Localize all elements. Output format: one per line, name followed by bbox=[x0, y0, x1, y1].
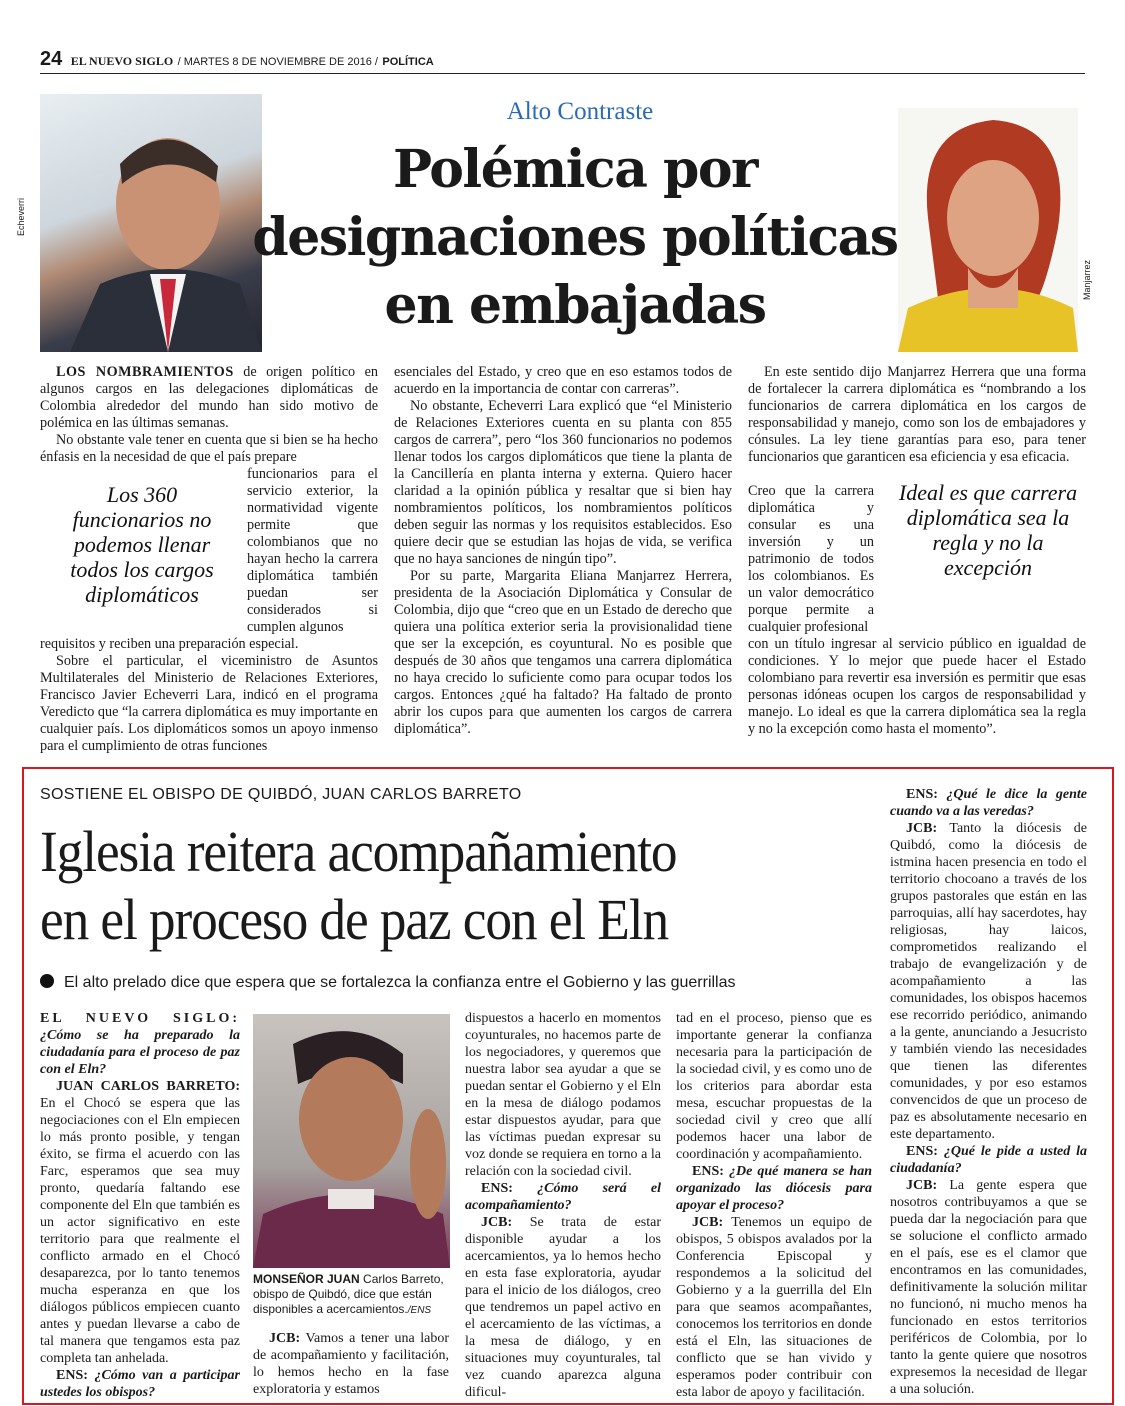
bottom-column-3: dispuestos a hacerlo en momentos coyunturales, no hacemos parte de los negociadores, y queremos que nuestra labor sea ayudar a que se puedan sentar el Gobierno y el Eln en la mesa de diálogo podamos estar dispuestos ayudar, para que las víctimas puedan expresar su voz donde se requiera en torno a la relación con la sociedad civil. ENS: ¿Cómo será el acompañamiento? JCB: Se trata de estar disponible ayudar a los acercamientos, ya lo hemos hecho en esta fase exploratoria, ayudar para el inicio de los diálogos, creo que tendremos un papel activo en el acercamiento de las víctimas, a la mesa de diálogo, y en situaciones muy coyunturales, tal vez cuando aparezca alguna dificul- bbox=[465, 1011, 661, 1400]
photo-manjarrez bbox=[898, 108, 1078, 352]
bottom-column-4: tad en el proceso, pienso que es importante generar la confianza necesaria para la participación de la sociedad civil, y es como uno de los criterios para abordar esta mesa, escuchar propuestas de la sociedad civil y creo que allí podemos hacer una labor de coordinación y acompañamiento. ENS: ¿De qué manera se han organizado las diócesis para apoyar el proceso? JCB: Tenemos un equipo de obispos, 5 obispos avalados por la Conferencia Episcopal y respondemos a la solicitud del Gobierno y a la guerrilla del Eln para que seamos acompañantes, conocemos los territorios en donde está el Eln, las situaciones de conflicto que se han vivido y esperamos poder contribuir con esta labor de apoyo y facilitación. bbox=[676, 1011, 872, 1400]
photo-credit-manjarrez: Manjarrez bbox=[1082, 259, 1092, 300]
bottom-headline: Iglesia reitera acompañamiento en el proceso de paz con el Eln bbox=[40, 819, 677, 952]
photo-bishop bbox=[253, 1014, 450, 1268]
top-kicker: Alto Contraste bbox=[506, 98, 654, 125]
bottom-column-1: EL NUEVO SIGLO: ¿Cómo se ha preparado la ciudadanía para el proceso de paz con el Eln? JUAN CARLOS BARRETO: En el Chocó se espera que las negociaciones con el Eln empiecen lo más pronto posible, y tengan éxito, se firma el acuerdo con las Farc, esperamos que sea muy pronto, quedaría faltando ese componente del Eln que también es un actor significativo en este territorio para que realmente el conflicto armado en el Chocó desaparezca, por lo tanto tenemos mucha esperanza en que los diálogos públicos empiecen cuanto antes y puedan llevarse a cabo de tal manera que tengamos esta paz completa tan anhelada. ENS: ¿Cómo van a participar ustedes los obispos? bbox=[40, 1011, 241, 1400]
top-column-3: En este sentido dijo Manjarrez Herrera que una forma de fortalecer la carrera diplomática es “nombrando a los funcionarios de carrera diplomática en los cargos de responsabilidad y manejo, como son los de embajadores y cónsules. La ley tiene garantías para eso, para tener funcionarios que garanticen esa eficiencia y esa eficacia. bbox=[748, 364, 1086, 465]
page-number: 24 bbox=[40, 48, 63, 70]
paper-name: EL NUEVO SIGLO bbox=[70, 54, 174, 68]
portrait-woman-icon bbox=[898, 108, 1078, 352]
page-section: POLÍTICA bbox=[382, 56, 434, 68]
page-header bbox=[40, 48, 1085, 74]
photo-credit-echeverri: Echeverri bbox=[16, 197, 26, 236]
bottom-column-5: ENS: ¿Qué le dice la gente cuando va a las veredas? JCB: Tanto la diócesis de Quibdó, como la diócesis de istmina hacen presencia en todo el territorio chocoano a través de los grupos pastorales que están en las parroquias, allí hay sacerdotes, hay religiosas, hay laicos, comprometidos realizando el trabajo de evangelización y de acompañamiento a las comunidades, los obispos hacemos ese recorrido periódico, animando a la gente, anunciando a Jesucristo y también viendo las necesidades que tienen las diferentes comunidades, y por eso estamos convencidos de que un proceso de paz es absolutamente necesario en este departamento. ENS: ¿Qué le pide a usted la ciudadanía? JCB: La gente espera que nosotros contribuyamos a que se pueda dar la negociación para que se solucione el conflicto armado en el país, ese es el clamor que encontramos en las comunidades, definitivamente la solución militar no funcionó, ni mucho menos ha funcionado en estos territorios periféricos de Colombia, por lo tanto la gente quiere que nosotros expresemos la necesidad de llegar a una solución. bbox=[890, 787, 1088, 1397]
bottom-kicker: SOSTIENE EL OBISPO DE QUIBDÓ, JUAN CARLOS BARRETO bbox=[40, 786, 522, 803]
pull-quote-right: Ideal es que carrera diplomática sea la regla y no la excepción bbox=[898, 480, 1078, 580]
portrait-man-icon bbox=[40, 94, 262, 352]
top-column-2: esenciales del Estado, y creo que en eso estamos todos de acuerdo en la importancia de contar con carreras”. No obstante, Echeverri Lara explicó que “el Ministerio de Relaciones Exteriores cuenta en su planta con 855 cargos de carrera”, pero “los 360 funcionarios no podemos llenar todos los cargos diplomáticos que tiene la planta de la Cancillería en planta interna y externa. Quiero hacer claridad a la opinión pública y resaltar que si bien hay nombramientos políticos, los nombramientos políticos deben seguir las normas y los requisitos establecidos. Eso quiere decir que se estudian las hojas de vida, se verifica que no haya sanciones de ningún tipo”. Por su parte, Margarita Eliana Manjarrez Herrera, presidenta de la Asociación Diplomática y Consular de Colombia, dijo que “creo que en un Estado de derecho que quiera una política exterior seria la provisionalidad tiene que ser la excepción, es coyuntural. No es posible que después de 30 años que tengamos una carrera diplomática no haya crecido lo suficiente como para ocupar todos los cargos. Entonces ¿qué ha faltado? Ha faltado de pronto abrir los cupos para que aumenten los cargos de carrera diplomática”. bbox=[394, 364, 732, 737]
photo-caption-bishop: MONSEÑOR JUAN Carlos Barreto, obispo de Quibdó, dice que están disponibles a acercamientos./ENS bbox=[253, 1272, 444, 1316]
page-date: / MARTES 8 DE NOVIEMBRE DE 2016 / bbox=[177, 56, 378, 68]
top-column-1-wrap: funcionarios para el servicio exterior, la normatividad vigente permite que colombianos que no hayan hecho la carrera diplomática también puedan ser considerados si cumplen algunos bbox=[247, 466, 378, 635]
top-column-3-bottom: con un título ingresar al servicio público en igualdad de condiciones. Y lo mejor que puede hacer el Estado colombiano para revertir esa inversión es permitir que esas personas idóneas ocupen los cargos de responsabilidad y manejo. Lo ideal es que la carrera diplomática sea la regla y no la excepción como hasta el momento”. bbox=[748, 636, 1086, 737]
pull-quote-left: Los 360 funcionarios no podemos llenar todos los cargos diplomáticos bbox=[70, 482, 214, 607]
bottom-column-2: JCB: Vamos a tener una labor de acompañamiento y facilitación, lo hemos hecho en la fase exploratoria y estamos bbox=[253, 1331, 449, 1397]
top-column-1-bottom: requisitos y reciben una preparación especial. Sobre el particular, el viceministro de Asuntos Multilaterales del Ministerio de Relaciones Exteriores, Francisco Javier Echeverri Lara, indicó en el programa Veredicto que “la carrera diplomática es muy importante en cualquier país. Los diplomáticos somos un apoyo inmenso para el cumplimiento de otras funciones bbox=[40, 636, 378, 754]
top-headline: Polémica por designaciones políticas en embajadas bbox=[252, 139, 898, 336]
bullet-icon bbox=[40, 974, 54, 988]
top-column-1: LOS NOMBRAMIENTOS de origen político en algunos cargos en las delegaciones diplomáticas de Colombia alrededor del mundo han sido motivo de polémica en las últimas semanas. No obstante vale tener en cuenta que si bien se ha hecho énfasis en la necesidad de que el país prepare bbox=[40, 364, 378, 465]
photo-echeverri bbox=[40, 94, 262, 352]
top-column-3-wrap: Creo que la carrera diplomática y consular es una inversión y un patrimonio de todos los colombianos. Es un valor democrático porque permite a cualquier profesional bbox=[748, 483, 874, 635]
bottom-subhead: El alto prelado dice que espera que se fortalezca la confianza entre el Gobierno y las guerrillas bbox=[40, 974, 870, 992]
portrait-bishop-icon bbox=[253, 1014, 450, 1268]
